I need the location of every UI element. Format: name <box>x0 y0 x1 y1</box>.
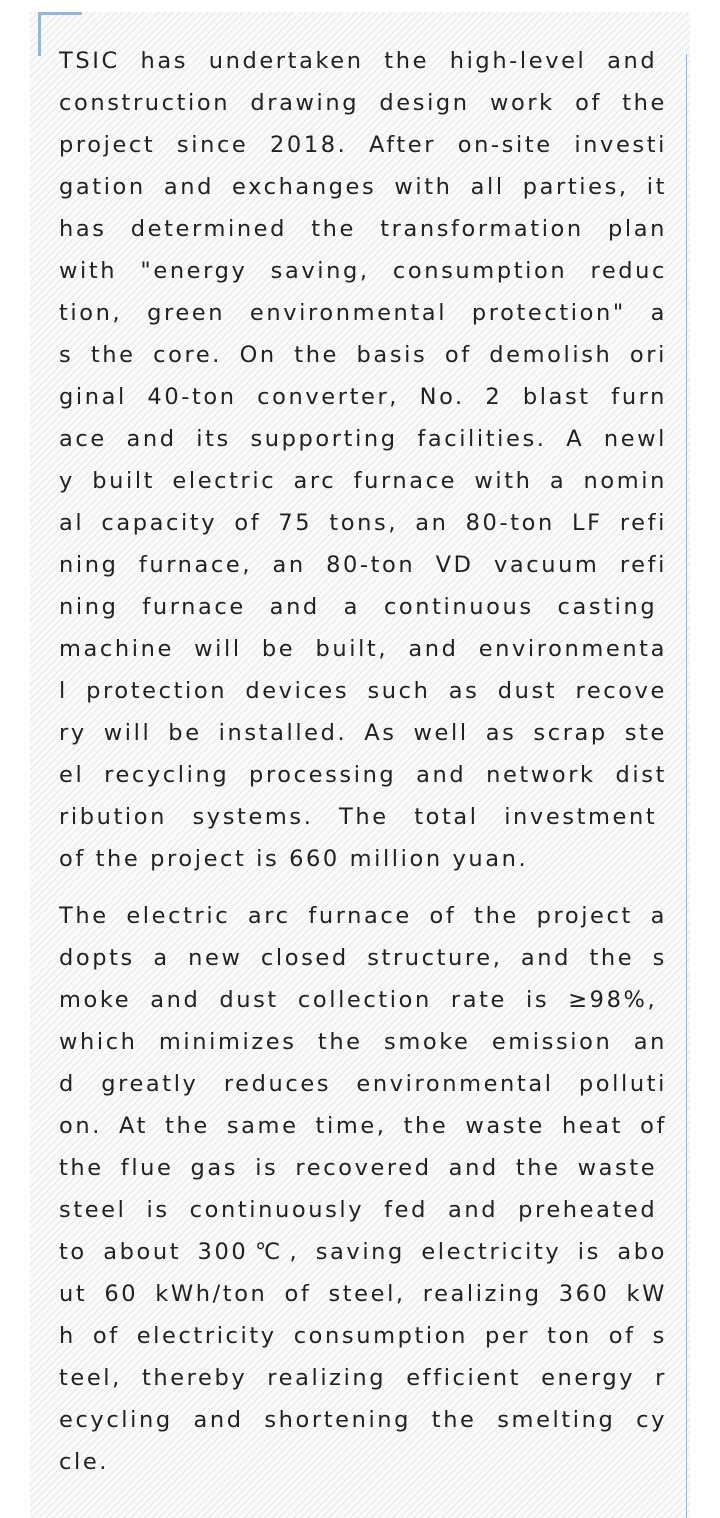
text-line: steel is continuously fed and preheated <box>59 1197 667 1223</box>
right-border-rule <box>686 54 687 1518</box>
text-line: cle. <box>59 1449 110 1475</box>
text-line: el recycling processing and network dist <box>59 762 667 788</box>
text-line: teel, thereby realizing efficient energy r <box>59 1365 667 1391</box>
text-line: the flue gas is recovered and the waste <box>59 1155 667 1181</box>
text-line: ning furnace, an 80-ton VD vacuum refi <box>59 552 667 578</box>
text-line: tion, green environmental protection" a <box>59 300 667 326</box>
text-line: to about 300℃, saving electricity is abo <box>59 1239 667 1265</box>
text-line: machine will be built, and environmenta <box>59 636 667 662</box>
text-line: ginal 40-ton converter, No. 2 blast furn <box>59 384 667 410</box>
article-body <box>59 40 667 1483</box>
text-line: construction drawing design work of the <box>59 90 667 116</box>
text-line: project since 2018. After on-site investi <box>59 132 667 158</box>
text-line: h of electricity consumption per ton of s <box>59 1323 667 1349</box>
text-line: on. At the same time, the waste heat of <box>59 1113 667 1139</box>
text-line: ace and its supporting facilities. A newl <box>59 426 667 452</box>
text-line: al capacity of 75 tons, an 80-ton LF refi <box>59 510 667 536</box>
text-line: ecycling and shortening the smelting cy <box>59 1407 667 1433</box>
text-line: d greatly reduces environmental polluti <box>59 1071 667 1097</box>
paragraph-1 <box>59 40 667 880</box>
text-line: l protection devices such as dust recove <box>59 678 667 704</box>
text-line: with "energy saving, consumption reduc <box>59 258 667 284</box>
text-line: dopts a new closed structure, and the s <box>59 945 667 971</box>
text-line: ribution systems. The total investment <box>59 804 667 830</box>
text-line: of the project is 660 million yuan. <box>59 846 529 872</box>
text-line: ning furnace and a continuous casting <box>59 594 667 620</box>
text-line: The electric arc furnace of the project a <box>59 903 667 929</box>
text-line: y built electric arc furnace with a nomin <box>59 468 667 494</box>
text-line: s the core. On the basis of demolish ori <box>59 342 667 368</box>
paragraph-2 <box>59 895 667 1483</box>
text-line: has determined the transformation plan <box>59 216 667 242</box>
text-line: ut 60 kWh/ton of steel, realizing 360 kW <box>59 1281 667 1307</box>
text-line: TSIC has undertaken the high-level and <box>59 48 667 74</box>
text-line: which minimizes the smoke emission an <box>59 1029 667 1055</box>
text-line: gation and exchanges with all parties, it <box>59 174 667 200</box>
text-line: moke and dust collection rate is ≥98%, <box>59 987 667 1013</box>
text-line: ry will be installed. As well as scrap ste <box>59 720 667 746</box>
